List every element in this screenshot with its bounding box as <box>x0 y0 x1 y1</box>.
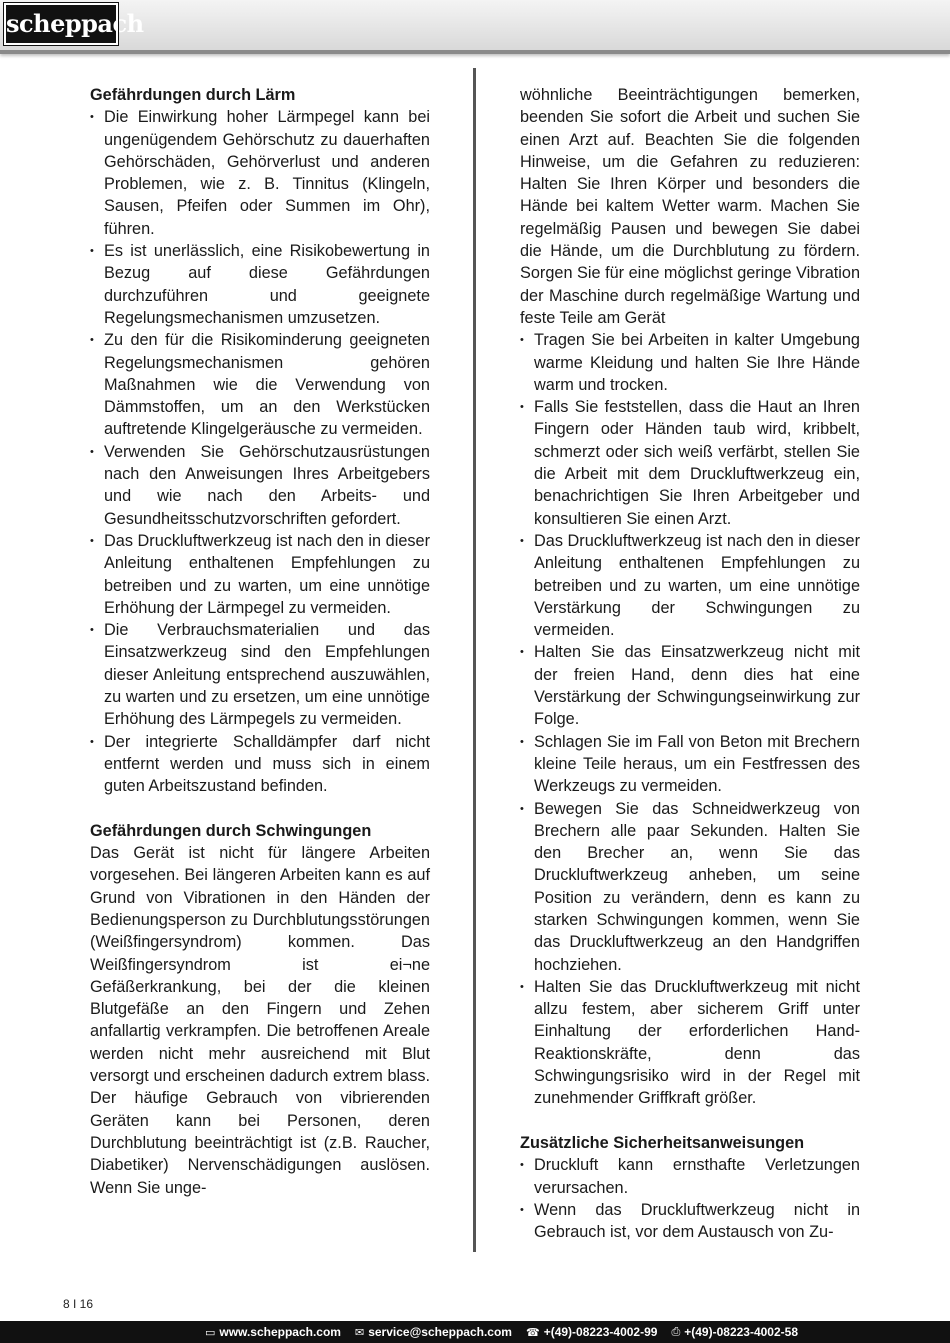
list-item: • Druckluft kann ernsthafte Verletzungen verursachen. <box>520 1154 860 1199</box>
list-item: • Es ist unerlässlich, eine Risikobewertung in Bezug auf diese Gefährdungen durchzuführen und geeignete Regelungsmechanismen umzusetzen. <box>90 240 430 329</box>
list-item: • Bewegen Sie das Schneidwerkzeug von Brechern alle paar Sekunden. Halten Sie den Brecher an, wenn Sie das Druckluftwerkzeug anheben, um seine Position zu verändern, denn es kann zu starken Schwingungen kommen, wenn Sie das Druckluftwerkzeug an den Handgriffen hochziehen. <box>520 798 860 976</box>
left-column <box>90 84 430 1199</box>
list-item: • Die Einwirkung hoher Lärmpegel kann bei ungenügendem Gehörschutz zu dauerhaften Gehörschäden, Gehörverlust und anderen Problemen, wie z. B. Tinnitus (Klingeln, Sausen, Pfeifen oder Summen im Ohr), führen. <box>90 106 430 240</box>
spacer <box>520 1110 860 1132</box>
vibration-paragraph: Das Gerät ist nicht für längere Arbeiten vorgesehen. Bei längeren Arbeiten kann es auf Grund von Vibrationen in den Händen der Bedienungsperson zu Durchblutungsstörungen (Weißfingersyndrom) kommen. Das Weißfingersyndrom ist ei¬ne Gefäßerkrankung, bei der die kleinen Blutgefäße an den Fingern und Zehen anfallartig verkrampfen. Die betroffenen Areale werden nicht mehr ausreichend mit Blut versorgt und erscheinen dadurch extrem blass. Der häufige Gebrauch von vibrierenden Geräten kann bei Personen, deren Durchblutung beeinträchtigt ist (z.B. Raucher, Diabetiker) Nervenschädigungen auslösen. Wenn Sie unge- <box>90 844 430 1197</box>
additional-safety-list <box>520 1154 860 1243</box>
computer-icon: ▭ <box>204 1326 216 1339</box>
telephone-icon: ☎ <box>525 1326 540 1339</box>
email-text: service@scheppach.com <box>368 1325 512 1339</box>
list-item: • Falls Sie feststellen, dass die Haut an Ihren Fingern oder Händen taub wird, kribbelt, schmerzt oder sich weiß verfärbt, stellen Sie die Arbeit mit dem Druckluftwerkzeug ein, benachrichtigen Sie Ihren Arbeitgeber und konsultieren Sie einen Arzt. <box>520 396 860 530</box>
envelope-icon: ✉ <box>354 1326 365 1339</box>
footer-email[interactable] <box>355 1325 512 1339</box>
page-footer <box>0 1321 950 1343</box>
list-item: • Tragen Sie bei Arbeiten in kalter Umgebung warme Kleidung und halten Sie Ihre Hände warm und trocken. <box>520 329 860 396</box>
list-item: • Schlagen Sie im Fall von Beton mit Brechern kleine Teile heraus, um ein Festfressen des Werkzeugs zu vermeiden. <box>520 731 860 798</box>
section-title-noise: Gefährdungen durch Lärm <box>90 86 296 104</box>
list-item: • Halten Sie das Druckluftwerkzeug mit nicht allzu festem, aber sicherem Griff unter Einhaltung der erforderlichen Hand-Reaktionskräfte, denn das Schwingungsrisiko wird in der Regel mit zunehmender Griffkraft größer. <box>520 976 860 1110</box>
page-header <box>0 0 950 54</box>
list-item: • Die Verbrauchsmaterialien und das Einsatzwerkzeug sind den Empfehlungen dieser Anleitung entsprechend auszuwählen, zu warten und zu ersetzen, um eine unnötige Erhöhung des Lärmpegels zu vermeiden. <box>90 619 430 730</box>
spacer <box>90 798 430 820</box>
website-text: www.scheppach.com <box>219 1325 341 1339</box>
list-item: • Verwenden Sie Gehörschutzausrüstungen nach den Anweisungen Ihres Arbeitgebers und wie nach den Arbeits- und Gesundheitsschutzvorschriften gefordert. <box>90 441 430 530</box>
vibration-list <box>520 329 860 1109</box>
brand-logo: scheppach <box>4 3 118 45</box>
noise-list <box>90 106 430 797</box>
section-title-vibration: Gefährdungen durch Schwingungen <box>90 821 372 840</box>
fax-icon: ⎙ <box>671 1325 681 1338</box>
list-item: • Das Druckluftwerkzeug ist nach den in dieser Anleitung enthaltenen Empfehlungen zu betreiben und zu warten, um eine unnötige Erhöhung der Lärmpegel zu vermeiden. <box>90 530 430 619</box>
vibration-paragraph-continued: wöhnliche Beeinträchtigungen bemerken, beenden Sie sofort die Arbeit und suchen Sie einen Arzt auf. Beachten Sie die folgenden Hinweise, um die Gefahren zu reduzieren: Halten Sie Ihren Körper und besonders die Hände bei kaltem Wetter warm. Machen Sie regelmäßig Pausen und bewegen Sie dabei die Hände, um die Durchblutung zu fördern. Sorgen Sie für eine möglichst geringe Vibration der Maschine durch regelmäßige Wartung und feste Teile am Gerät <box>520 86 860 327</box>
footer-fax <box>671 1325 798 1339</box>
column-divider <box>473 68 476 1252</box>
page-number: 8 I 16 <box>63 1297 94 1311</box>
footer-website[interactable] <box>205 1325 341 1339</box>
section-title-additional-safety: Zusätzliche Sicherheitsanweisungen <box>520 1133 805 1152</box>
fax-text: +(49)-08223-4002-58 <box>684 1325 798 1339</box>
list-item: • Wenn das Druckluftwerkzeug nicht in Gebrauch ist, vor dem Austausch von Zu- <box>520 1199 860 1244</box>
footer-phone <box>526 1325 657 1339</box>
list-item: • Das Druckluftwerkzeug ist nach den in dieser Anleitung enthaltenen Empfehlungen zu betreiben und zu warten, um eine unnötige Verstärkung der Schwingungen zu vermeiden. <box>520 530 860 641</box>
phone-text: +(49)-08223-4002-99 <box>543 1325 658 1339</box>
list-item: • Halten Sie das Einsatzwerkzeug nicht mit der freien Hand, denn dies hat eine Verstärkung der Schwingungseinwirkung zur Folge. <box>520 641 860 730</box>
list-item: • Zu den für die Risikominderung geeigneten Regelungsmechanismen gehören Maßnahmen wie die Verwendung von Dämmstoffen, um an den Werkstücken auftretende Klingelgeräusche zu vermeiden. <box>90 329 430 440</box>
list-item: • Der integrierte Schalldämpfer darf nicht entfernt werden und muss sich in einem guten Arbeitszustand befinden. <box>90 731 430 798</box>
right-column <box>520 84 860 1243</box>
